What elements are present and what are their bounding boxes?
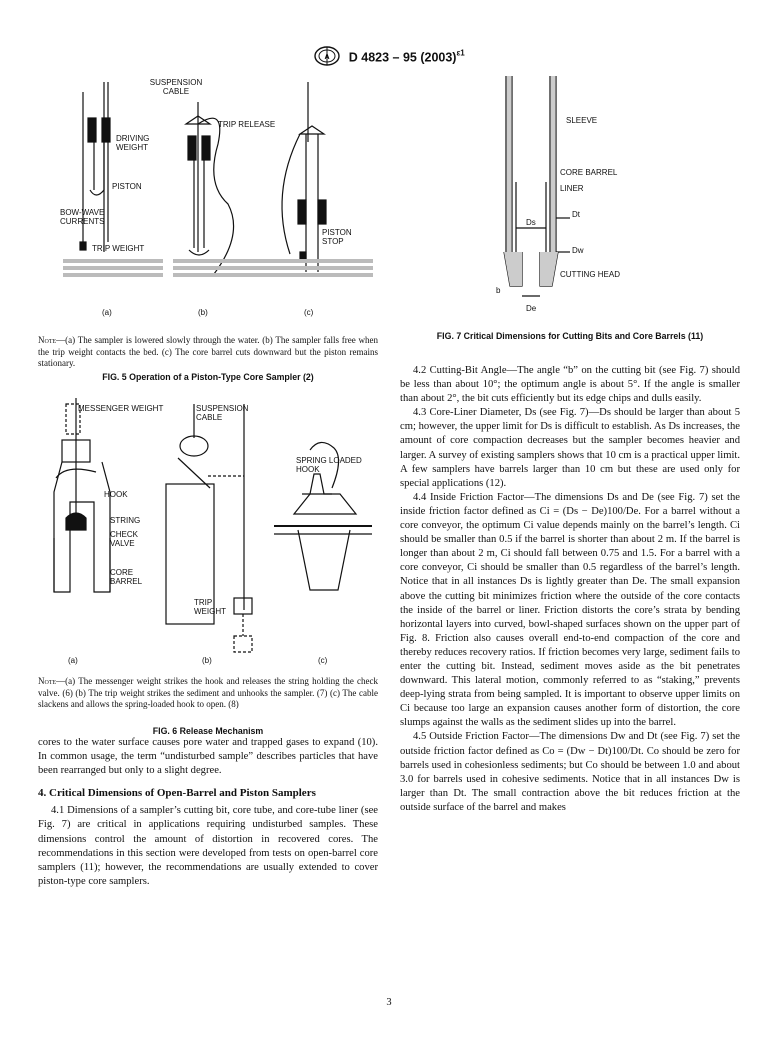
fig7-caption: FIG. 7 Critical Dimensions for Cutting Bits and Core Barrels (11) bbox=[436, 331, 704, 341]
astm-logo-icon bbox=[313, 46, 341, 69]
fig6-label-trip-weight: TRIP WEIGHT bbox=[194, 598, 226, 616]
fig7-diagram bbox=[400, 72, 740, 324]
fig6-panel-b: (b) bbox=[202, 656, 212, 665]
fig7-label-cutting-head: CUTTING HEAD bbox=[560, 270, 620, 279]
fig7-label-core-barrel: CORE BARREL bbox=[560, 168, 618, 177]
paragraph-continuation: cores to the water surface causes pore water and trapped gases to expand (10). In common usage, the term “undisturbed sample” describes particles that have been rearranged but only to a slight degree. bbox=[38, 737, 378, 777]
fig5-label-bow-wave: BOW-WAVE CURRENTS bbox=[60, 208, 105, 226]
paragraph-4-5: 4.5 Outside Friction Factor—The dimensions Dw and Dt (see Fig. 7) set the outside friction factor defined as Co = (Dw − Dt)100/Dt. Co should be zero for barrels used in cohesionless sediments; but Co should be between 1.0 and about 3.0 for barrels used in cohesive sediments. Notice that in all instances Dw is larger than Dt. The small contraction above the bit reduces friction at the outside surface of the barrel and makes bbox=[400, 731, 740, 813]
page-number: 3 bbox=[386, 997, 392, 1008]
paragraph-4-2: 4.2 Cutting-Bit Angle—The angle “b” on the cutting bit (see Fig. 7) should be less than about 10°; the optimum angle is about 5°. If the angle is smaller than about 2°, the bit cuts efficiently but its edge chips and dulls easily. bbox=[400, 365, 740, 405]
fig6-panel-a: (a) bbox=[68, 656, 78, 665]
fig5-label-driving-weight: DRIVING WEIGHT bbox=[116, 134, 150, 152]
fig7-label-de: De bbox=[526, 304, 537, 313]
section-4-heading: 4. Critical Dimensions of Open-Barrel and Piston Samplers bbox=[38, 787, 316, 800]
paragraph-4-1: 4.1 Dimensions of a sampler’s cutting bit, core tube, and core-tube liner (see Fig. 7) are critical in applications requiring undisturbed samples. These dimensions control the amount of distortion in recovered cores. The recommendations in this section were developed from tests on open-barrel core samplers (11); however, the recommendations are usually extended to cover piston-type core samplers. bbox=[38, 805, 378, 887]
designation: D 4823 – 95 (2003) bbox=[348, 50, 457, 65]
fig5-label-suspension-cable: SUSPENSION CABLE bbox=[149, 78, 203, 96]
fig6-caption: FIG. 6 Release Mechanism bbox=[152, 726, 264, 736]
fig7-label-dw: Dw bbox=[572, 246, 584, 255]
fig6-panel-c: (c) bbox=[318, 656, 328, 665]
fig5-panel-b: (b) bbox=[198, 308, 208, 317]
fig5-diagram bbox=[38, 72, 378, 322]
fig6-note: Note—(a) The messenger weight strikes the hook and releases the string holding the check valve. (6) (b) The trip weight strikes the sediment and unhooks the sampler. (7) (c) The cable slackens and allows the spring-loaded hook to open. (8) bbox=[38, 676, 378, 710]
fig5-label-trip-release: TRIP RELEASE bbox=[218, 120, 276, 129]
left-column-text bbox=[38, 736, 378, 889]
right-column-text bbox=[400, 364, 740, 815]
fig5-panel-a: (a) bbox=[102, 308, 112, 317]
fig5-label-piston: PISTON bbox=[112, 182, 142, 191]
fig5-note: Note—(a) The sampler is lowered slowly through the water. (b) The sampler falls free when the trip weight contacts the bed. (c) The core barrel cuts downward but the piston remains stationary. bbox=[38, 335, 378, 369]
fig6-label-spring-hook: SPRING LOADED HOOK bbox=[296, 456, 362, 474]
fig6-label-core-barrel: CORE BARREL bbox=[110, 568, 143, 586]
paragraph-4-4: 4.4 Inside Friction Factor—The dimensions Ds and De (see Fig. 7) set the inside friction factor defined as Ci = (Ds − De)100/De. For a barrel without a core conveyor, the optimum Ci value depends mainly on the barrel’s length. Ci should be smaller than 0.5 if the barrel is shorter than about 2 m. If the barrel is longer than about 2 m, Ci should fall between 0.75 and 1.5. For a barrel with a core conveyor, Ci should be smaller than 0.5 regardless of the barrel’s length. Notice that in all instances Ds is lightly greater than De. The small expansion above the cutting bit minimizes friction where the outside of the core contacts the inside of the barrel or liner. Friction distorts the core’s strata by bending horizontal layers into curved, bowl-shaped surfaces shown on the upper part of Fig. 8. Friction also causes overall end-to-end compaction of the core and thereby reduces recovery ratios. If friction becomes very large, sediment fails to enter the cutting bit. Instead, sediment moves aside as the bit penetrates downward. This lateral motion, commonly referred to as “staking,” prevents deep-lying strata from being sampled. It is important to observe upper limits on Ci because too large an expansion causes another form of distortion, the core slumps against the walls as the sediment slides up into the barrel. bbox=[400, 491, 740, 729]
page-header bbox=[0, 46, 778, 69]
figure-5 bbox=[38, 72, 378, 382]
fig5-panel-c: (c) bbox=[304, 308, 314, 317]
paragraph-4-3: 4.3 Core-Liner Diameter, Ds (see Fig. 7)—Ds should be larger than about 5 cm; however, the upper limit for Ds is difficult to establish. As Ds increases, the amount of core compaction decreases but the sampler becomes heavier and larger. A survey of existing samplers shows that 10 cm is a practical upper limit. A few samplers have barrels larger than 10 cm but these are used only for special applications (12). bbox=[400, 407, 740, 489]
fig7-label-ds: Ds bbox=[526, 218, 536, 227]
fig6-label-suspension-cable: SUSPENSION CABLE bbox=[196, 404, 249, 422]
fig5-caption: FIG. 5 Operation of a Piston-Type Core Sampler (2) bbox=[102, 371, 314, 382]
figure-6 bbox=[38, 398, 378, 736]
fig6-label-check-valve: CHECK VALVE bbox=[110, 530, 139, 548]
figure-7 bbox=[400, 72, 740, 341]
fig6-label-hook: HOOK bbox=[104, 490, 128, 499]
fig7-label-sleeve: SLEEVE bbox=[566, 116, 598, 125]
designation-superscript: ε1 bbox=[456, 48, 465, 58]
fig7-label-dt: Dt bbox=[572, 210, 580, 219]
fig6-label-messenger-weight: MESSENGER WEIGHT bbox=[78, 404, 164, 413]
fig7-label-b: b bbox=[496, 286, 501, 295]
fig5-label-piston-stop: PISTON STOP bbox=[322, 228, 352, 246]
fig5-label-trip-weight: TRIP WEIGHT bbox=[92, 244, 145, 253]
fig7-label-liner: LINER bbox=[560, 184, 584, 193]
fig6-label-string: STRING bbox=[110, 516, 141, 525]
svg-text:A: A bbox=[324, 54, 330, 61]
